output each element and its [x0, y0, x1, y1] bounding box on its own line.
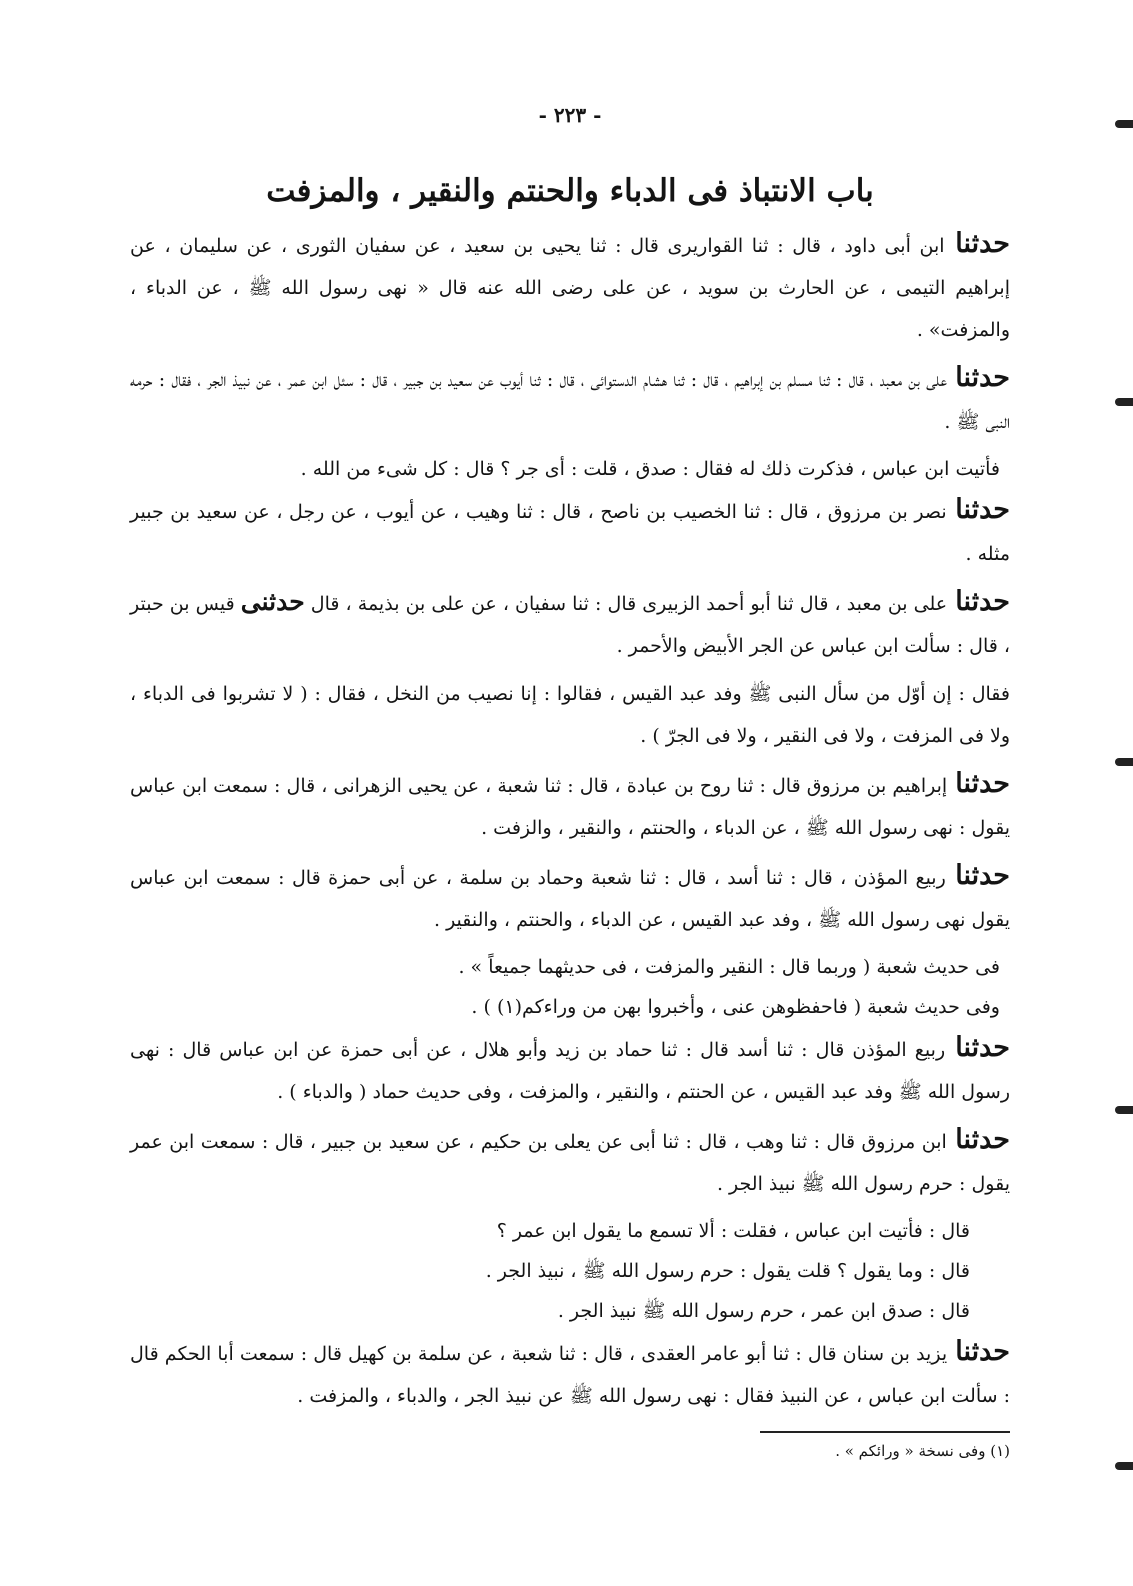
hadith-lead-word: حدثنا: [955, 1124, 1010, 1155]
hadith-lead-word: حدثنا: [955, 494, 1010, 525]
footnote-divider: [760, 1431, 1010, 1433]
narration-line: وفى حديث شعبة ( فاحفظوهن عنى ، وأخبروا بهن من وراءكم(١) ) .: [471, 996, 1000, 1018]
hadith-paragraph: [130, 489, 1010, 575]
page-number: - ٢٢٣ -: [538, 103, 602, 127]
hadith-paragraph: [130, 1027, 1010, 1113]
hadith-paragraph: [130, 223, 1010, 351]
hadith-inline-lead-word: حدثنى: [240, 587, 305, 616]
hadith-text: ربيع المؤذن قال : ثنا أسد قال : ثنا حماد بن زيد وأبو هلال ، عن أبى حمزة عن ابن عباس قال : نهى رسول الله ﷺ وفد عبد القيس ، عن الحنتم ، والنقير ، والمزفت ، وفى حديث حماد ( والدباء ) .: [130, 1039, 1010, 1103]
hadith-text: ربيع المؤذن ، قال : ثنا أسد ، قال : ثنا شعبة وحماد بن سلمة ، عن أبى حمزة قال : سمعت ابن عباس يقول نهى رسول الله ﷺ ، وفد عبد القيس ، عن الدباء ، والحنتم ، والنقير .: [130, 867, 1010, 931]
footnote: (١) وفى نسخة « ورائكم » .: [835, 1442, 1010, 1460]
hadith-paragraph: [130, 1119, 1010, 1205]
hadith-text: على بن معبد ، قال ثنا أبو أحمد الزبيرى قال : ثنا سفيان ، عن على بن بذيمة ، قال: [310, 593, 948, 615]
hadith-lead-word: حدثنا: [955, 1032, 1010, 1063]
hadith-text: إبراهيم بن مرزوق قال : ثنا روح بن عبادة ، قال : ثنا شعبة ، عن يحيى الزهرانى ، قال : سمعت ابن عباس يقول : نهى رسول الله ﷺ ، عن الدباء ، والحنتم ، والنقير ، والزفت .: [130, 775, 1010, 839]
hadith-paragraph: [130, 1331, 1010, 1417]
hadith-text: على بن معبد ، قال : ثنا مسلم بن إبراهيم ، قال : ثنا هشام الدستوائى ، قال : ثنا أيوب عن سعيد بن جبير ، قال : سئل ابن عمر ، عن نبيذ الجر ، فقال : حرمه النبى ﷺ .: [130, 369, 1010, 433]
hadith-lead-word: حدثنا: [955, 228, 1010, 259]
hadith-lead-word: حدثنا: [955, 768, 1011, 799]
hadith-lead-word: حدثنا: [955, 362, 1010, 393]
narration-line: فى حديث شعبة ( وربما قال : النقير والمزفت ، فى حديثهما جميعاً » .: [458, 956, 1000, 978]
page-edge-mark: [1115, 1106, 1133, 1114]
hadith-paragraph: [130, 357, 1010, 443]
hadith-text: نصر بن مرزوق ، قال : ثنا الخصيب بن ناصح ، قال : ثنا وهيب ، عن أيوب ، عن رجل ، عن سعيد بن جبير مثله .: [130, 501, 1010, 565]
narration-line: قال : وما يقول ؟ قلت يقول : حرم رسول الله ﷺ ، نبيذ الجر .: [485, 1260, 970, 1282]
hadith-lead-word: حدثنا: [955, 586, 1011, 617]
page-edge-mark: [1115, 398, 1133, 406]
book-page: [130, 95, 1010, 1495]
hadith-text: ابن مرزوق قال : ثنا وهب ، قال : ثنا أبى عن يعلى بن حكيم ، عن سعيد بن جبير ، قال : سمعت ابن عمر يقول : حرم رسول الله ﷺ نبيذ الجر .: [130, 1131, 1010, 1195]
narration-line: قال : صدق ابن عمر ، حرم رسول الله ﷺ نبيذ الجر .: [557, 1300, 970, 1322]
hadith-paragraph: [130, 581, 1010, 667]
narration-text: فقال : إن أوّل من سأل النبى ﷺ وفد عبد القيس ، فقالوا : إنا نصيب من النخل ، فقال : ( لا تشربوا فى الدباء ، ولا فى المزفت ، ولا فى النقير ، ولا فى الجرّ ) .: [130, 683, 1010, 747]
narration-paragraph: [130, 673, 1010, 757]
hadith-text: ابن أبى داود ، قال : ثنا القواريرى قال : ثنا يحيى بن سعيد ، عن سفيان الثورى ، عن سليمان ، عن إبراهيم التيمى ، عن الحارث بن سويد ، عن على رضى الله عنه قال « نهى رسول الله ﷺ ، عن الدباء ، والمزفت» .: [130, 235, 1010, 341]
hadith-lead-word: حدثنا: [955, 1336, 1010, 1367]
chapter-title: باب الانتباذ فى الدباء والحنتم والنقير ، والمزفت: [266, 173, 874, 209]
hadith-paragraph: [130, 763, 1010, 849]
narration-line: قال : فأتيت ابن عباس ، فقلت : ألا تسمع ما يقول ابن عمر ؟: [496, 1220, 970, 1242]
hadith-lead-word: حدثنا: [955, 860, 1010, 891]
hadith-paragraph: [130, 855, 1010, 941]
page-edge-mark: [1115, 120, 1133, 128]
page-edge-mark: [1115, 758, 1133, 766]
hadith-text: يزيد بن سنان قال : ثنا أبو عامر العقدى ، قال : ثنا شعبة ، عن سلمة بن كهيل قال : سمعت أبا الحكم قال : سألت ابن عباس ، عن النبيذ فقال : نهى رسول الله ﷺ عن نبيذ الجر ، والدباء ، والمزفت .: [130, 1343, 1010, 1407]
narration-line: فأتيت ابن عباس ، فذكرت ذلك له فقال : صدق ، قلت : أى جر ؟ قال : كل شىء من الله .: [300, 458, 1000, 480]
page-edge-mark: [1115, 1462, 1133, 1470]
hadith-text: قيس بن حبتر ، قال : سألت ابن عباس عن الجر الأبيض والأحمر .: [130, 593, 1010, 657]
